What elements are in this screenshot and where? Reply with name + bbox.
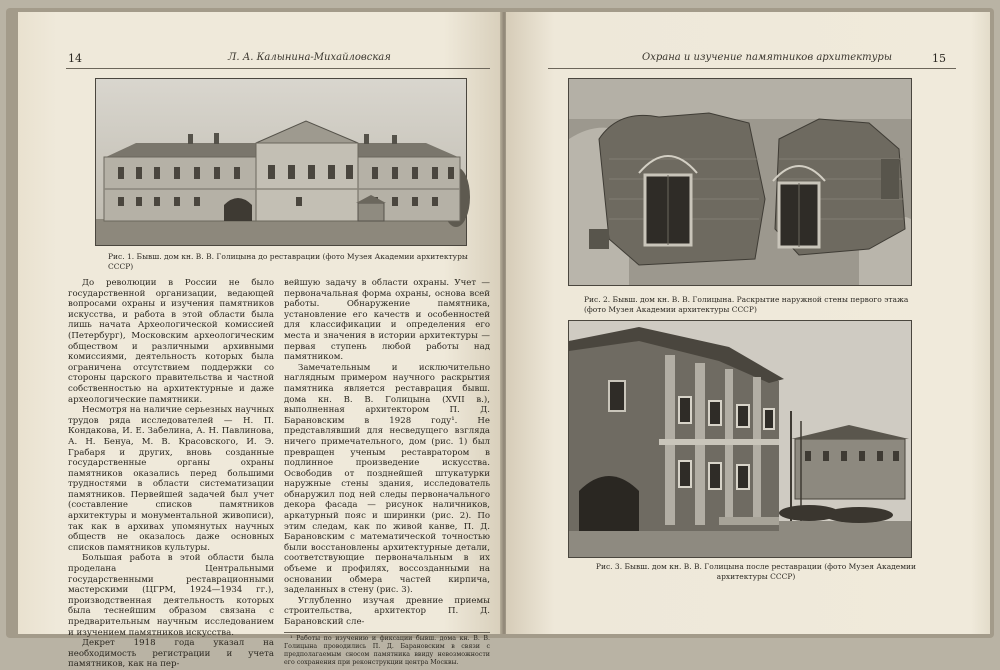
running-head-right: Охрана и изучение памятников архитектуры bbox=[642, 52, 892, 63]
figure-2-caption: Рис. 2. Бывш. дом кн. В. В. Голицына. Раскрытие наружной стены первого этажа (фото Музея Академии архитектуры СССР) bbox=[584, 295, 909, 314]
paragraph: Декрет 1918 года указал на необходимость регистрации и учета памятников, как на пер- bbox=[68, 638, 274, 670]
text-column-2 bbox=[284, 278, 490, 667]
page-number-left: 14 bbox=[68, 52, 82, 65]
footnote-text: ¹ Работы по изучению и фиксации бывш. дома кн. В. В. Голицына проводились П. Д. Барановским в связи с предполагаемым сносом памятника ввиду невозможности его сохранения при реконструкции центра Москвы. bbox=[284, 634, 490, 666]
figure-3-photo bbox=[568, 320, 912, 558]
paragraph: Углубленно изучая древние приемы строительства, архитектор П. Д. Барановский сле- bbox=[284, 595, 490, 627]
house-before-restoration-image bbox=[96, 79, 466, 245]
paragraph: До революции в России не было государственной организации, ведающей вопросами охраны и изучения памятников искусства, и работа в этой области была лишь начата Археологической комиссией (Петербург), Московским археологическим обществом и различными архивными комиссиями, деятельность которых была ограничена отсутствием поддержки со стороны царского правительства и частной собственностью на архитектурные и даже археологические памятники. bbox=[68, 278, 274, 405]
left-page bbox=[18, 12, 502, 670]
header-rule-left bbox=[66, 68, 490, 69]
right-page bbox=[506, 12, 990, 634]
open-book bbox=[6, 8, 994, 670]
paragraph: вейшую задачу в области охраны. Учет — первоначальная форма охраны, основа всей работы. Обнаружение памятника, установление его качеств и особенностей для классификации и определения его места и значения в истории архитектуры — первая ступень любой работы над памятником. bbox=[284, 278, 490, 363]
paragraph: Замечательным и исключительно наглядным примером научного раскрытия памятника является реставрация бывш. дома кн. В. В. Голицына (XVII в.), выполненная архитектором П. Д. Барановским в 1928 году¹. Не представлявший для несведущего взгляда ничего примечательного, дом (рис. 1) был превращен ученым реставратором в подлинное произведение искусства. Освободив от позднейшей штукатурки наружные стены здания, исследователь обнаружил под ней следы первоначального декора фасада — рисунок наличников, аркатурный пояс и ширинки (рис. 2). По этим следам, как по живой канве, П. Д. Барановским с математической точностью были восстановлены архитектурные детали, соответствующие первоначальным в их объеме и профилях, воссозданными на основании обмера частей кирпича, заделанных в стену (рис. 3). bbox=[284, 362, 490, 596]
figure-3-caption: Рис. 3. Бывш. дом кн. В. В. Голицына после реставрации (фото Музея Академии архитектуры СССР) bbox=[595, 562, 917, 581]
header-rule-right bbox=[548, 68, 956, 69]
page-number-right: 15 bbox=[932, 52, 946, 65]
figure-1-caption: Рис. 1. Бывш. дом кн. В. В. Голицына до реставрации (фото Музея Академии архитектуры СССР) bbox=[108, 252, 468, 271]
paragraph: Большая работа в этой области была проделана Центральными государственными реставрационными мастерскими (ЦГРМ, 1924—1934 гг.), производственная деятельность которых была теснейшим образом связана с предварительным научным исследованием и изучением памятников искусства. bbox=[68, 553, 274, 638]
text-column-1 bbox=[68, 278, 274, 670]
paragraph: Несмотря на наличие серьезных научных трудов ряда исследователей — Н. П. Кондакова, И. Е. Забелина, А. Н. Павлинова, А. Н. Бенуа, М. В. Красовского, И. Э. Грабаря и других, вновь созданные государственные органы охраны памятников оказались перед большими трудностями в области систематизации памятников. Первейшей задачей был учет (составление списков памятников архитектуры и монументальной живописи), так как в архивах упомянутых научных обществ не оказалось даже основных списков памятников культуры. bbox=[68, 405, 274, 553]
figure-1-photo bbox=[95, 78, 467, 246]
running-head-left: Л. А. Калынина-Михайловская bbox=[228, 52, 391, 63]
figure-2-photo bbox=[568, 78, 912, 286]
footnote bbox=[284, 632, 490, 667]
house-after-restoration-image bbox=[569, 321, 911, 557]
uncovered-wall-image bbox=[569, 79, 911, 285]
